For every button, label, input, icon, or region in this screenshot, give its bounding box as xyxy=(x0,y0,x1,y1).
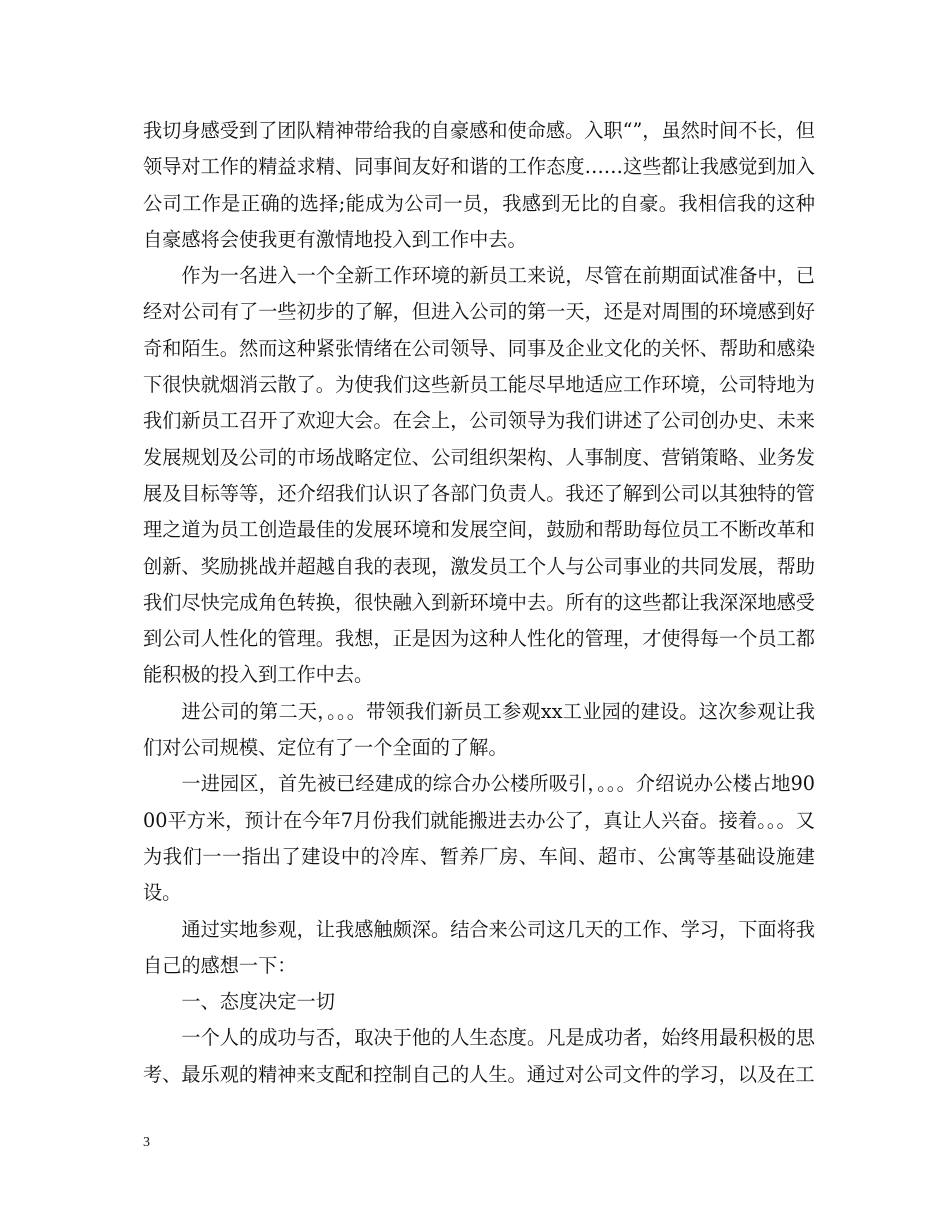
paragraph-5: 通过实地参观，让我感触颇深。结合来公司这几天的工作、学习，下面将我自己的感想一下： xyxy=(143,917,815,977)
paragraph-6: 一个人的成功与否，取决于他的人生态度。凡是成功者，始终用最积极的思考、最乐观的精神来支配和控制自己的人生。通过对公司文件的学习，以及在工 xyxy=(143,1026,815,1086)
page-number: 3 xyxy=(143,1135,150,1150)
paragraph-1: 我切身感受到了团队精神带给我的自豪感和使命感。入职“”，虽然时间不长，但领导对工作的精益求精、同事间友好和谐的工作态度……这些都让我感觉到加入公司工作是正确的选择;能成为公司一员，我感到无比的自豪。我相信我的这种自豪感将会使我更有激情地投入到工作中去。 xyxy=(143,119,815,251)
paragraph-2: 作为一名进入一个全新工作环境的新员工来说，尽管在前期面试准备中，已经对公司有了一些初步的了解，但进入公司的第一天，还是对周围的环境感到好奇和陌生。然而这种紧张情绪在公司领导、同事及企业文化的关怀、帮助和感染下很快就烟消云散了。为使我们这些新员工能尽早地适应工作环境，公司特地为我们新员工召开了欢迎大会。在会上，公司领导为我们讲述了公司创办史、未来发展规划及公司的市场战略定位、公司组织架构、人事制度、营销策略、业务发展及目标等等，还介绍我们认识了各部门负责人。我还了解到公司以其独特的管理之道为员工创造最佳的发展环境和发展空间，鼓励和帮助每位员工不断改革和创新、奖励挑战并超越自我的表现，激发员工个人与公司事业的共同发展，帮助我们尽快完成角色转换，很快融入到新环境中去。所有的这些都让我深深地感受到公司人性化的管理。我想，正是因为这种人性化的管理，才使得每一个员工都能积极的投入到工作中去。 xyxy=(143,264,815,687)
document-body xyxy=(143,113,815,1093)
section-heading: 一、态度决定一切 xyxy=(181,990,335,1014)
paragraph-4: 一进园区，首先被已经建成的综合办公楼所吸引，。。。介绍说办公楼占地9000平方米，预计在今年7月份我们就能搬进去办公了，真让人兴奋。接着。。。又为我们一一指出了建设中的冷库、暂养厂房、车间、超市、公寓等基础设施建设。 xyxy=(143,772,815,905)
paragraph-3: 进公司的第二天，。。。带领我们新员工参观xx工业园的建设。这次参观让我们对公司规模、定位有了一个全面的了解。 xyxy=(143,699,815,760)
